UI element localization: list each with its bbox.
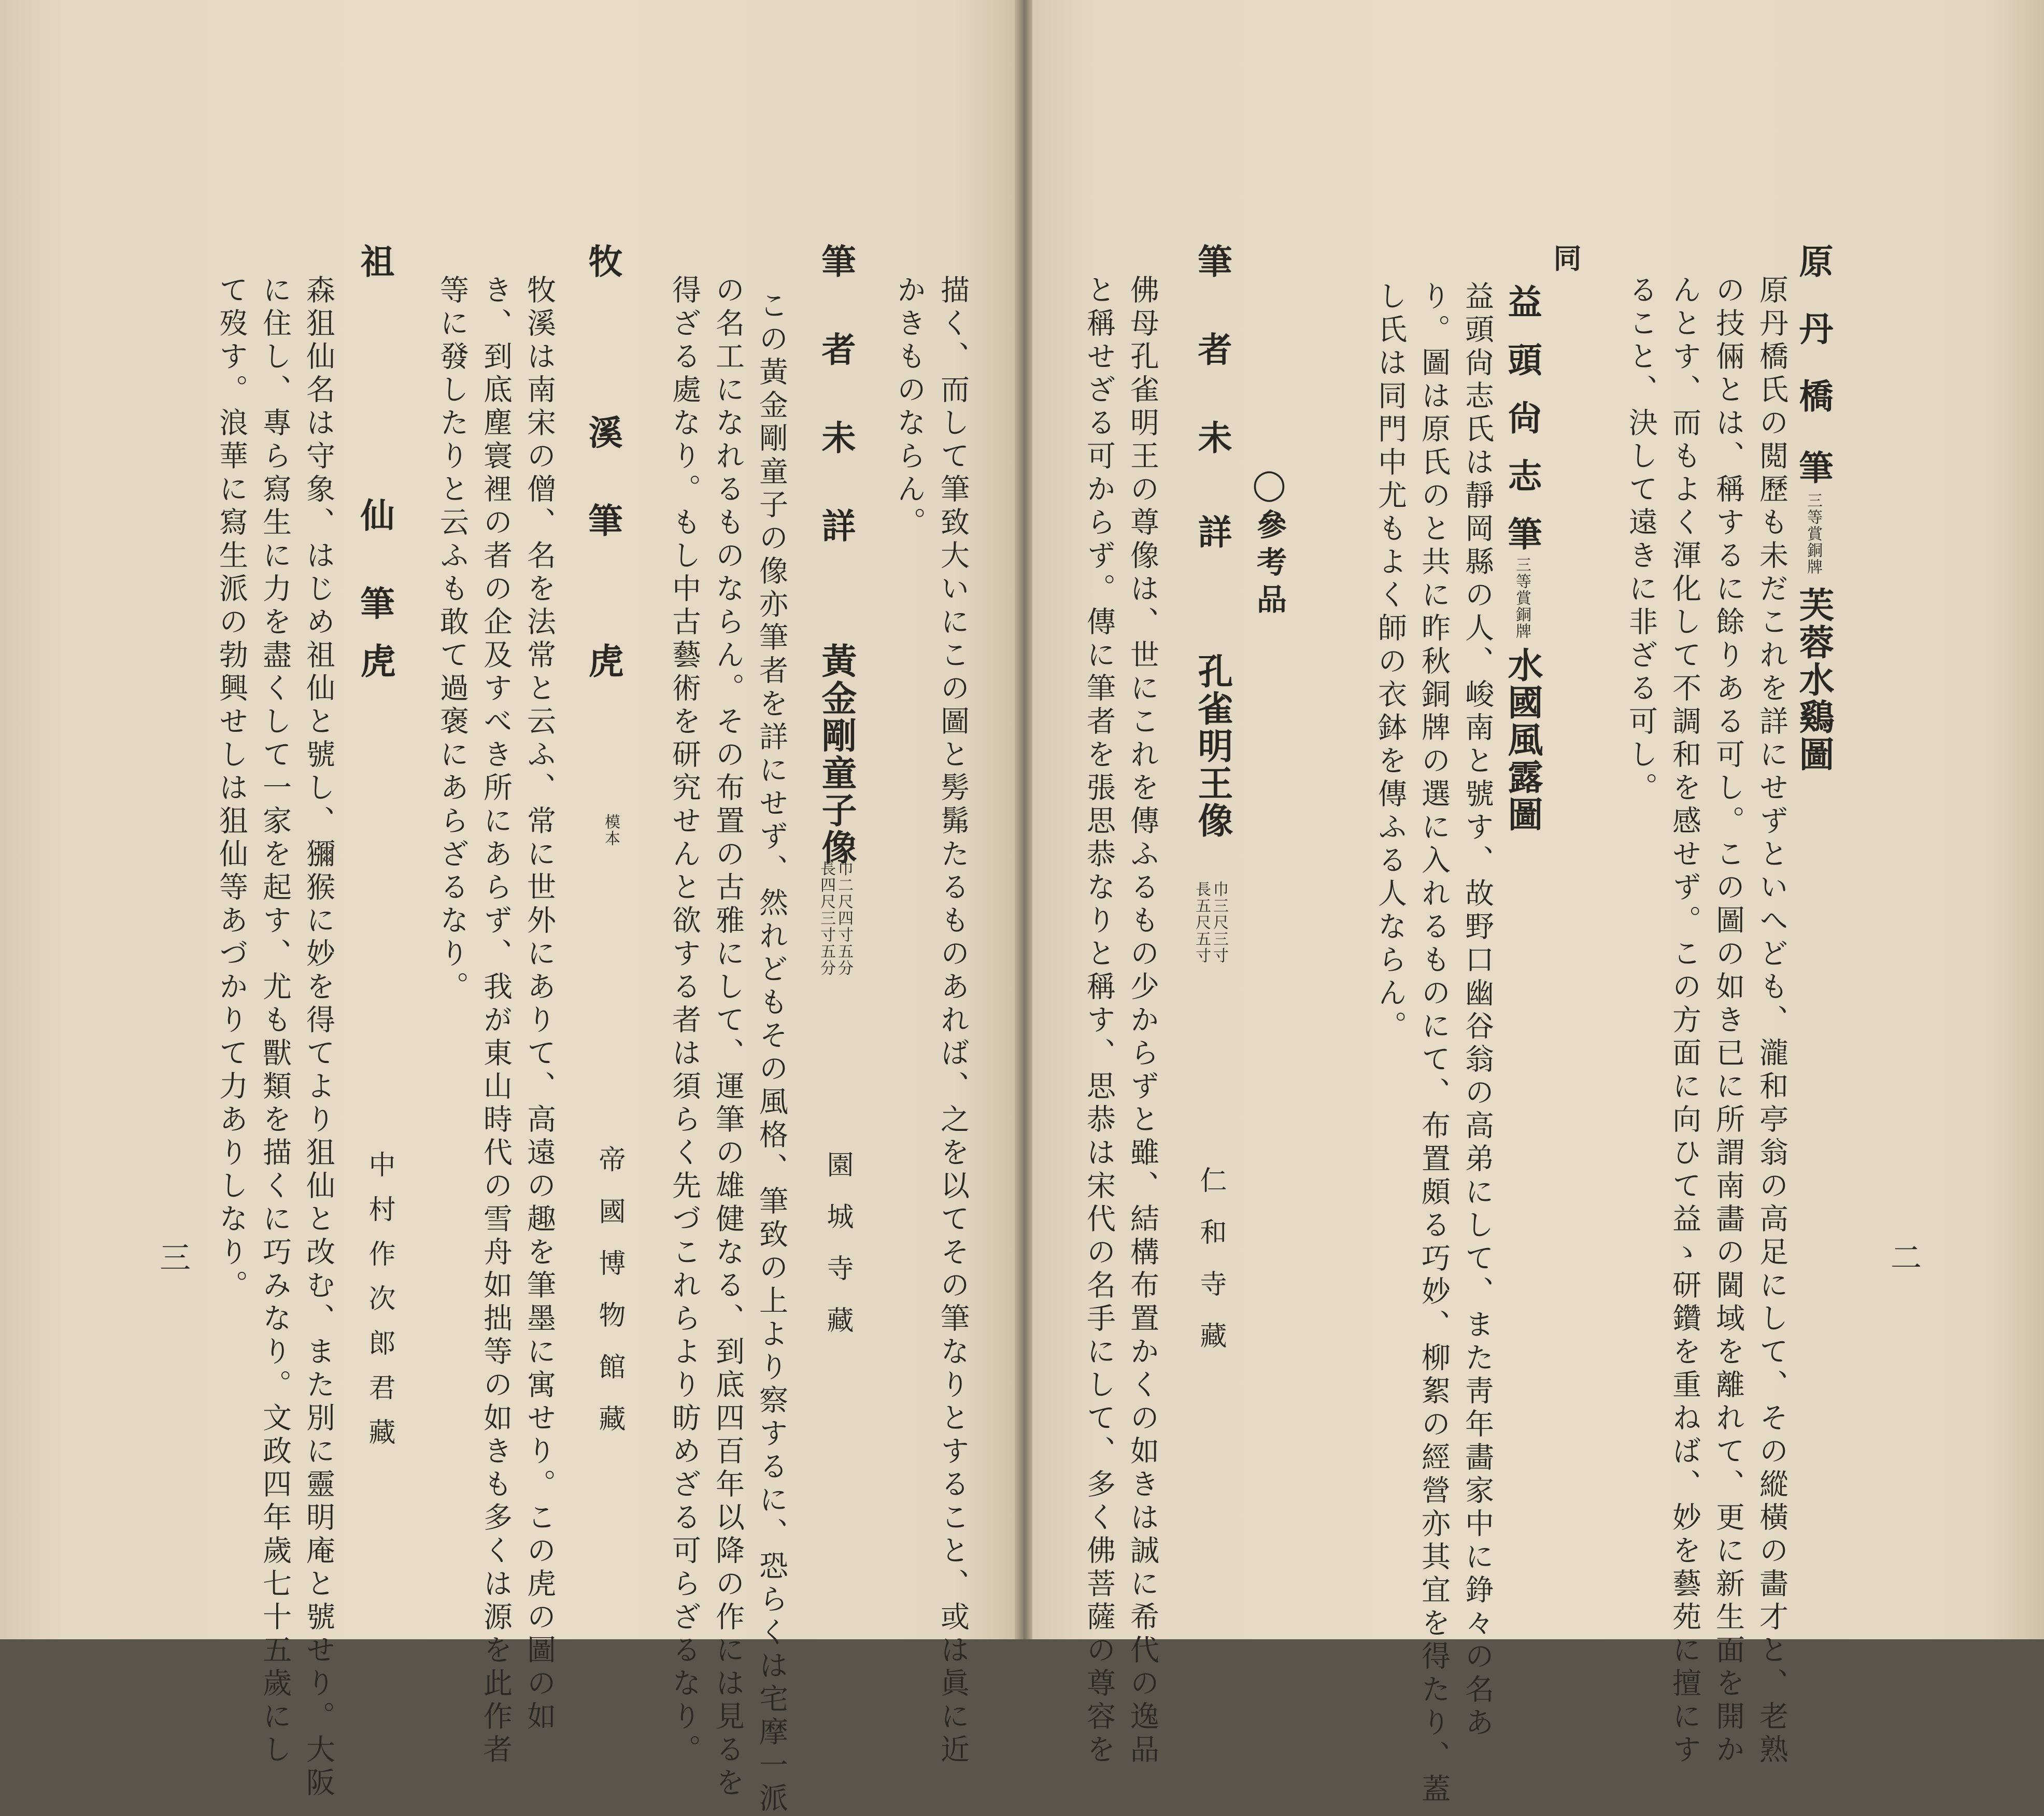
entry2-artist-char: 尙: [1502, 400, 1542, 434]
entry5-body-line: 等に發したりと云ふも敢て過褒にあらざるなり。: [435, 275, 469, 1004]
entry6-artist-char: 仙: [354, 498, 395, 532]
entry4-dims-width: 巾二尺四寸五分: [835, 860, 853, 976]
entry4-body-line: の名工になれるものならん。その布置の古雅にして、運筆の雄健なる、到底四百年以降の作には見るを: [711, 275, 745, 1800]
entry6-owner: 中村作次郎君藏: [364, 1151, 395, 1463]
entry2-body-line: し氏は同門中尤もよく師の衣鉢を傳ふる人ならん。: [1373, 281, 1407, 1044]
entry6-body-line: て歿す。浪華に寫生派の勃興せしは狙仙等あづかりて力ありしなり。: [215, 275, 248, 1303]
entry5-body-line: 牧溪は南宋の僧、名を法常と云ふ、常に世外にありて、高遠の趣を筆墨に寓せり。この虎の圖の如: [522, 275, 556, 1734]
entry3-artist-char: 詳: [1192, 514, 1232, 548]
entry4-artist-char: 者: [816, 332, 856, 366]
book-gutter: [1015, 0, 1032, 1639]
entry3-artist-char: 未: [1192, 420, 1232, 454]
entry1-artist-char: 丹: [1793, 311, 1834, 345]
page-number-left: 三: [154, 1241, 191, 1272]
entry3-body-line: と稱せざる可からず。傳に筆者を張思恭なりと稱す、思恭は宋代の名手にして、多く佛菩薩の尊容を: [1082, 275, 1116, 1767]
entry2-title: 水國風露圖: [1502, 647, 1543, 833]
entry4-body-line: 得ざる處なり。もし中古藝術を研究せんと欲する者は須らく先づこれらより昉めざる可らざるなり。: [668, 275, 701, 1767]
entry4-artist-char: 筆: [816, 244, 856, 278]
entry3-dims-width: 巾三尺三寸: [1210, 881, 1228, 964]
entry2-body-line: 益頭尙志氏は靜岡縣の人、峻南と號す、故野口幽谷翁の高弟にして、また靑年畵家中に錚々の名あ: [1460, 281, 1494, 1740]
entry5-artist-char: 牧: [583, 244, 623, 278]
continuation-line: 描く、而して筆致大いにこの圖と髣髴たるものあれば、之を以てその筆なりとすること、或は眞に近: [936, 275, 970, 1767]
entry5-title: 虎: [583, 643, 624, 680]
entry1-body-line: ること、決して遠きに非ざる可し。: [1624, 275, 1658, 805]
entry1-award: 三等賞銅牌: [1804, 492, 1822, 575]
entry6-body-line: に住し、專ら寫生に力を盡くして一家を起す、尤も獸類を描くに巧みなり。文政四年歲七十五歲にし: [258, 275, 292, 1767]
entry6-artist-char: 祖: [354, 244, 395, 278]
entry1-body-line: の技倆とは、稱するに餘りある可し。この圖の如き已に所謂南畵の閫域を離れて、更に新生面を開か: [1711, 275, 1745, 1767]
entry4-artist-char: 未: [816, 420, 856, 454]
entry4-body-line: この黃金剛童子の像亦筆者を詳にせず、然れどもその風格、筆致の上より察するに、恐らくは宅摩一派: [755, 290, 788, 1816]
entry5-note: 模本: [602, 814, 620, 847]
entry1-artist-char: 筆: [1793, 450, 1834, 484]
entry1-artist-char: 橋: [1793, 378, 1834, 413]
entry3-owner: 仁和寺藏: [1195, 1166, 1226, 1373]
entry6-title: 虎: [354, 643, 396, 680]
entry3-artist-char: 者: [1192, 332, 1232, 366]
entry4-title: 黃金剛童子像: [816, 643, 857, 867]
page-number-right: 二: [1885, 1241, 1922, 1272]
entry2-ditto-mark: 同: [1549, 244, 1582, 272]
entry2-award: 三等賞銅牌: [1513, 557, 1531, 640]
entry1-body-line: んとす、而もよく渾化して不調和を感せず。この方面に向ひて益ゝ研鑽を重ねば、妙を藝苑に擅にす: [1668, 275, 1701, 1767]
entry1-artist-char: 原: [1793, 244, 1834, 278]
reference-items-heading: ◯參考品: [1252, 466, 1287, 621]
entry3-dims-length: 長五尺五寸: [1193, 881, 1211, 964]
entry2-artist-char: 志: [1502, 458, 1542, 492]
entry4-dims-length: 長四尺三寸五分: [817, 860, 835, 976]
entry1-title: 芙蓉水鷄圖: [1793, 587, 1835, 773]
entry2-artist-char: 頭: [1502, 342, 1542, 376]
entry6-artist-char: 筆: [354, 586, 395, 620]
entry3-title: 孔雀明王像: [1192, 653, 1233, 840]
entry5-owner: 帝國博物館藏: [594, 1145, 625, 1456]
entry5-artist-char: 溪: [583, 415, 623, 449]
entry2-artist-char: 益: [1502, 284, 1542, 318]
entry2-artist-char: 筆: [1502, 516, 1542, 550]
entry3-artist-char: 筆: [1192, 244, 1232, 278]
entry5-artist-char: 筆: [583, 503, 623, 537]
entry4-owner: 園城寺藏: [822, 1151, 853, 1358]
continuation-line: かきものならん。: [892, 275, 926, 540]
entry5-body-line: き、到底塵寰裡の者の企及すべき所にあらず、我が東山時代の雪舟如拙等の如きも多くは源を此作者: [479, 275, 513, 1767]
entry2-body-line: り。圖は原氏のと共に昨秋銅牌の選に入れるものにて、布置頗る巧妙、柳絮の經營亦其宜を得たり、蓋: [1417, 281, 1451, 1807]
entry4-artist-char: 詳: [816, 508, 856, 542]
entry6-body-line: 森狙仙名は守象、はじめ祖仙と號し、獼猴に妙を得てより狙仙と改む、また別に靈明庵と號せり。大阪: [302, 275, 335, 1800]
entry1-body-line: 原丹橋氏の閲歷も未だこれを詳にせずといへども、瀧和亭翁の高足にして、その縱橫の畵才と、老熟: [1755, 275, 1788, 1767]
entry3-body-line: 佛母孔雀明王の尊像は、世にこれを傳ふるもの少からずと雖、結構布置かくの如きは誠に希代の逸品: [1126, 275, 1159, 1767]
